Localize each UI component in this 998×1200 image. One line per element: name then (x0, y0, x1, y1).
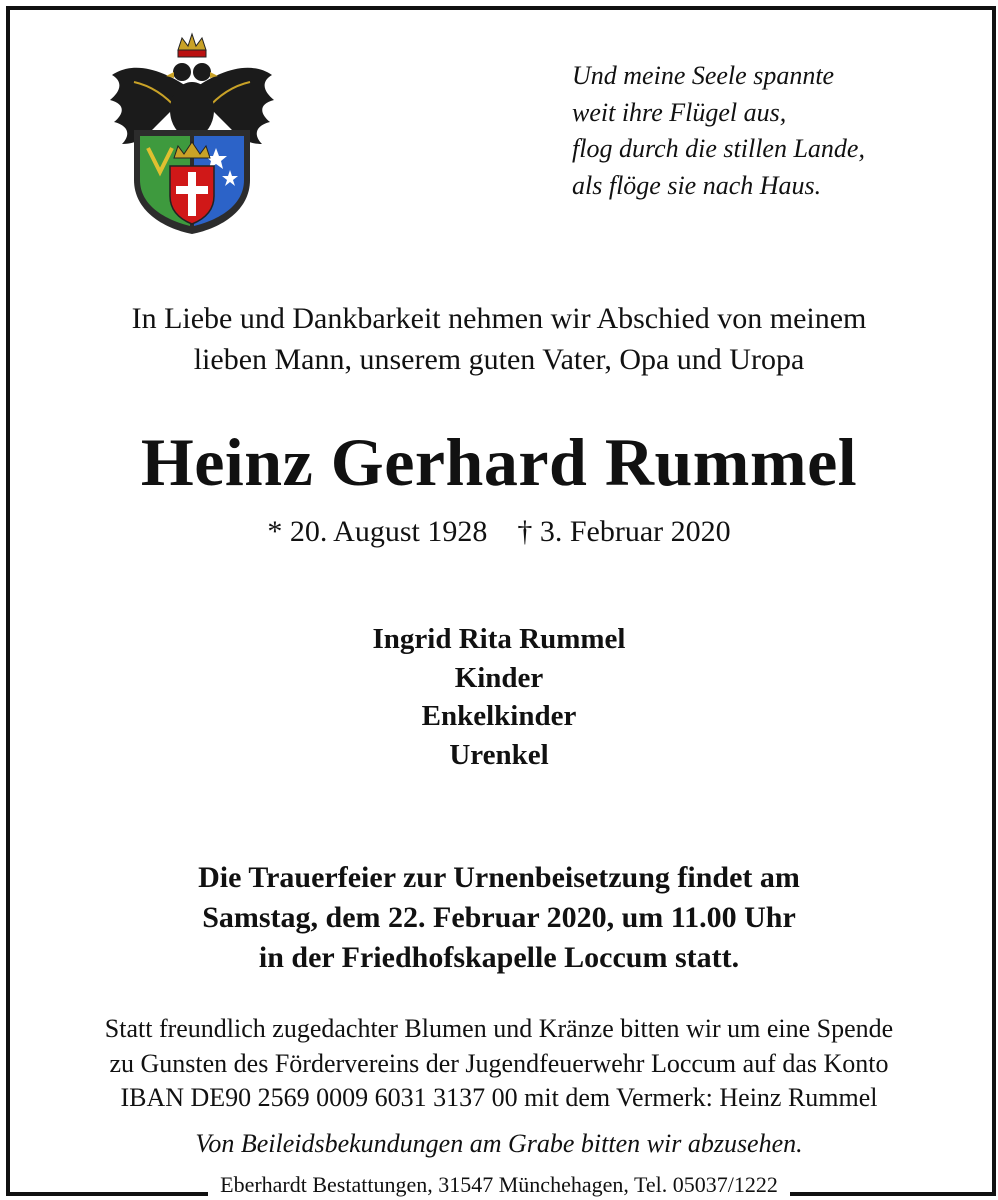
mourner: Ingrid Rita Rummel (372, 623, 626, 655)
intro-text (0, 298, 998, 380)
service-line: Die Trauerfeier zur Urnenbeisetzung findet am (198, 861, 800, 894)
life-dates (0, 512, 998, 552)
birth-date: * 20. August 1928 (267, 515, 488, 548)
poem-line: weit ihre Flügel aus, (572, 97, 787, 127)
condolence-note: Von Beileidsbekundungen am Grabe bitten wir abzusehen. (195, 1129, 803, 1158)
donation-request (0, 1012, 998, 1116)
poem-line: Und meine Seele spannte (572, 61, 835, 90)
intro-line: lieben Mann, unserem guten Vater, Opa und Uropa (193, 343, 805, 376)
poem-line: flog durch die stillen Lande, (572, 134, 865, 163)
donation-line: IBAN DE90 2569 0009 6031 3137 00 mit dem Vermerk: Heinz Rummel (120, 1083, 878, 1112)
footer-text: Eberhardt Bestattungen, 31547 Münchehagen, Tel. 05037/1222 (208, 1172, 790, 1197)
funeral-service-info (0, 858, 998, 978)
service-line: in der Friedhofskapelle Loccum statt. (258, 941, 740, 974)
mourners-list (0, 620, 998, 774)
mourner: Enkelkinder (421, 700, 577, 732)
deceased-name: Heinz Gerhard Rummel (140, 424, 858, 500)
intro-line: In Liebe und Dankbarkeit nehmen wir Abschied von meinem (131, 302, 867, 335)
mourner: Kinder (454, 661, 544, 694)
coat-of-arms-icon (104, 30, 280, 235)
funeral-home-footer (0, 1170, 998, 1200)
service-line: Samstag, dem 22. Februar 2020, um 11.00 Uhr (202, 901, 796, 934)
donation-line: zu Gunsten des Fördervereins der Jugendfeuerwehr Loccum auf das Konto (109, 1048, 889, 1078)
death-date: † 3. Februar 2020 (517, 515, 731, 548)
poem-line: als flöge sie nach Haus. (572, 170, 822, 200)
mourner: Urenkel (449, 738, 549, 771)
poem-verse (572, 58, 865, 204)
donation-line: Statt freundlich zugedachter Blumen und Kränze bitten wir um eine Spende (104, 1014, 894, 1043)
